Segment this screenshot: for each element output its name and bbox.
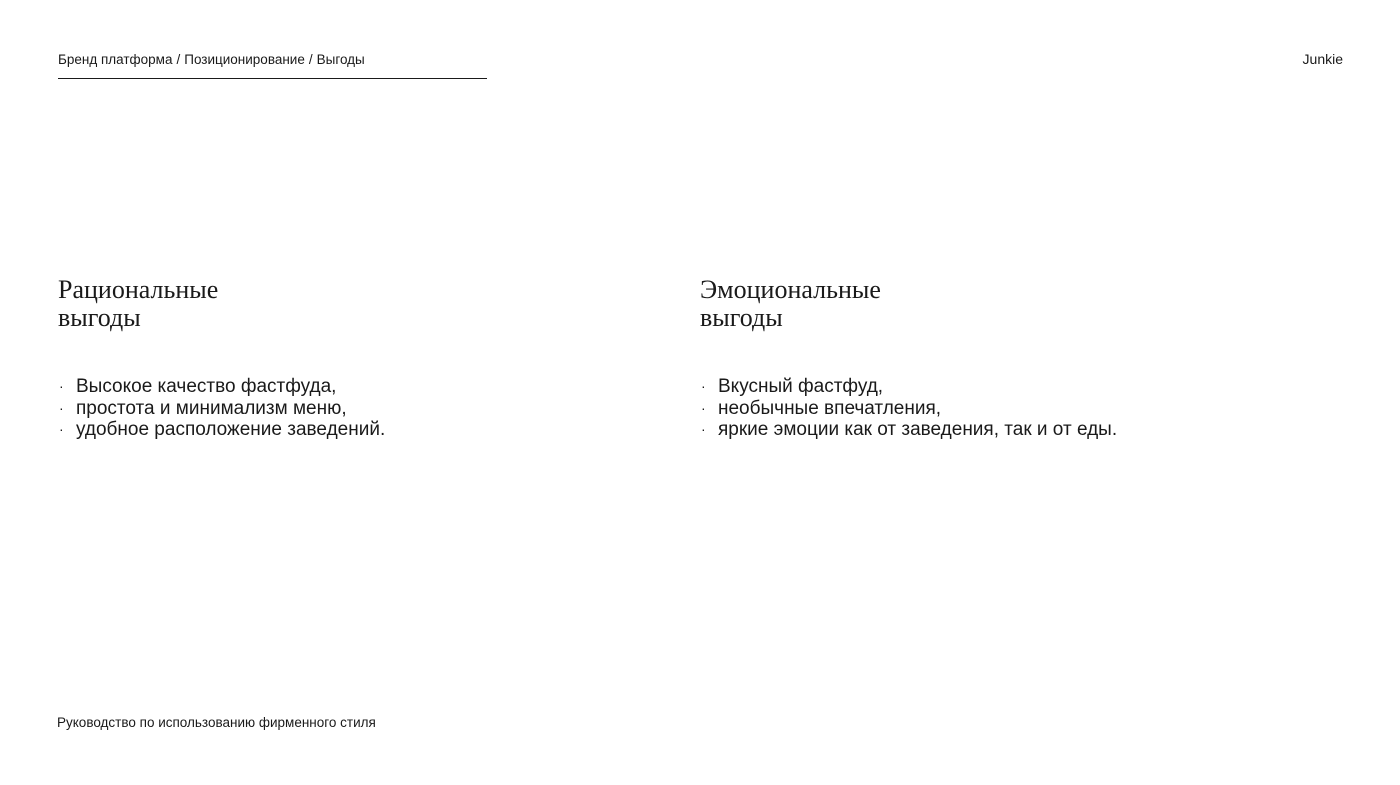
bullet-icon: ·: [59, 399, 64, 416]
breadcrumb-item-brand-platform[interactable]: Бренд платформа: [58, 52, 173, 67]
list-item-text: простота и минимализм меню,: [76, 397, 347, 419]
bullet-icon: ·: [701, 399, 706, 416]
benefits-list: [58, 376, 658, 441]
list-item-text: яркие эмоции как от заведения, так и от еды.: [718, 419, 1118, 440]
list-item: [700, 419, 1300, 441]
breadcrumb-item-benefits: Выгоды: [316, 52, 365, 67]
list-item-text: Вкусный фастфуд,: [718, 376, 884, 397]
bullet-icon: ·: [701, 378, 706, 394]
breadcrumb: [58, 51, 487, 79]
brand-name: Junkie: [1302, 51, 1343, 67]
section-title-line: выгоды: [700, 303, 783, 332]
emotional-benefits-section: [700, 275, 1260, 440]
section-title: [58, 276, 618, 332]
list-item: [700, 398, 1300, 420]
footer-text: Руководство по использованию фирменного стиля: [57, 715, 376, 730]
section-title: [700, 276, 1260, 332]
list-item: [58, 376, 658, 398]
list-item: [58, 398, 658, 420]
breadcrumb-separator: /: [176, 52, 181, 67]
bullet-icon: ·: [701, 421, 706, 437]
section-title-line: Эмоциональные: [700, 275, 881, 304]
bullet-icon: ·: [59, 378, 64, 394]
bullet-icon: ·: [59, 421, 64, 437]
list-item: [700, 376, 1300, 398]
breadcrumb-item-positioning[interactable]: Позиционирование: [184, 52, 305, 67]
list-item: [58, 419, 658, 441]
section-title-line: выгоды: [58, 303, 141, 332]
rational-benefits-section: [58, 275, 618, 440]
breadcrumb-separator: /: [308, 52, 313, 67]
list-item-text: необычные впечатления,: [718, 397, 942, 419]
benefits-list: [700, 376, 1300, 441]
section-title-line: Рациональные: [58, 275, 219, 304]
list-item-text: Высокое качество фастфуда,: [76, 376, 337, 397]
list-item-text: удобное расположение заведений.: [76, 419, 386, 440]
